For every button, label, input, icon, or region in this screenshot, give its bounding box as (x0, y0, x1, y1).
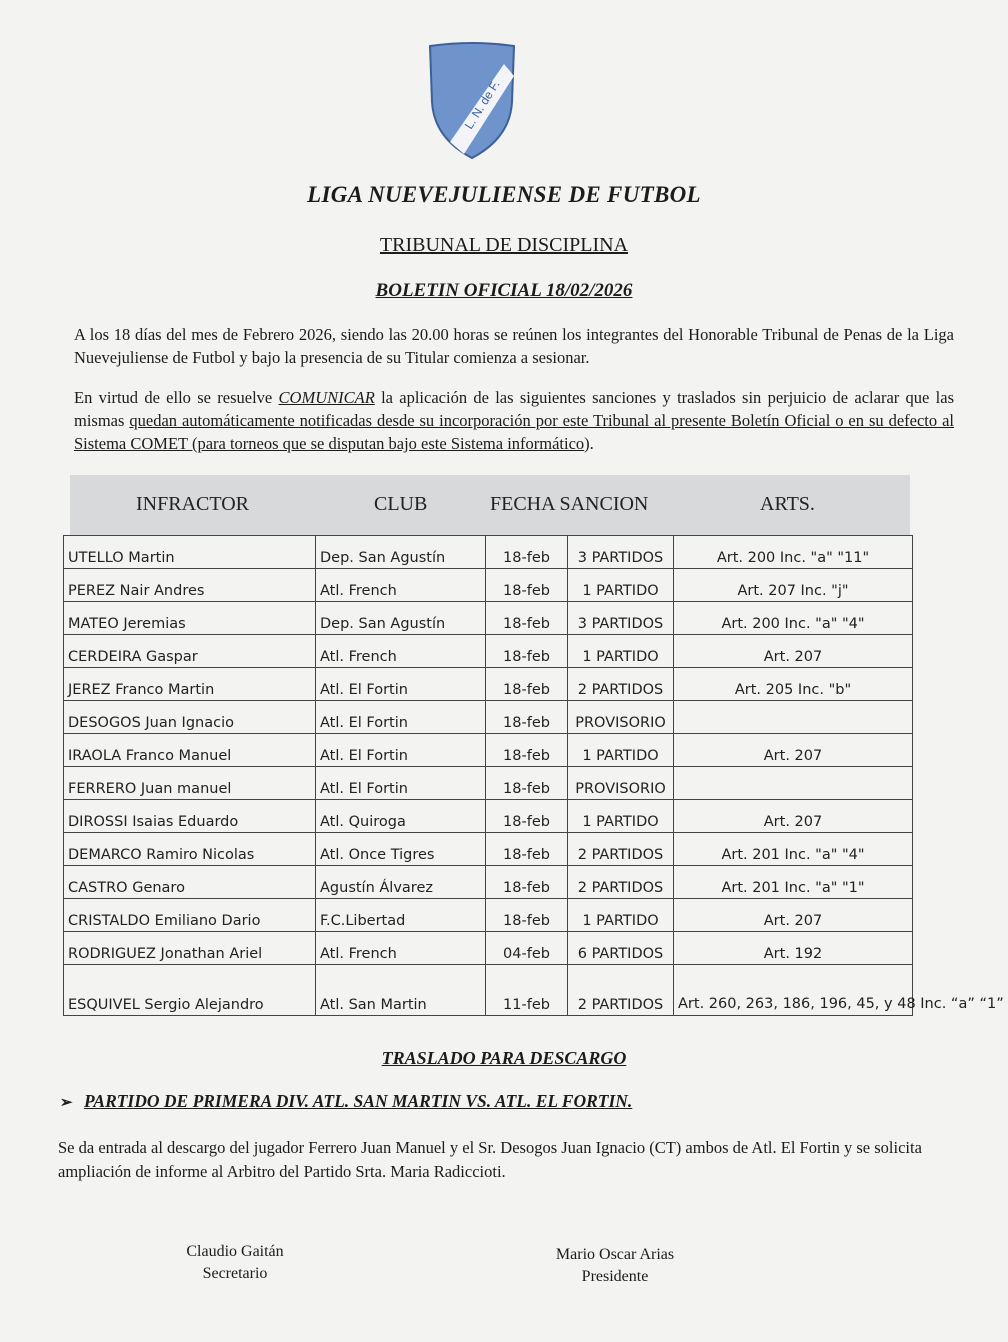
cell-arts (674, 767, 913, 800)
table-row (64, 899, 913, 932)
signature-name: Claudio Gaitán (186, 1243, 284, 1260)
table-row (64, 866, 913, 899)
cell-arts: Art. 201 Inc. "a" "1" (674, 866, 913, 899)
signature-name: Mario Oscar Arias (555, 1246, 675, 1263)
cell-club: Atl. French (316, 635, 486, 668)
cell-fecha: 18-feb (486, 734, 568, 767)
table-row (64, 602, 913, 635)
bulletin-heading: BOLETIN OFICIAL 18/02/2026 (375, 280, 633, 301)
league-title: LIGA NUEVEJULIENSE DE FUTBOL (307, 182, 701, 207)
cell-sancion: 3 PARTIDOS (568, 602, 674, 635)
cell-sancion: 3 PARTIDOS (568, 536, 674, 569)
cell-fecha: 18-feb (486, 800, 568, 833)
cell-arts: Art. 207 (674, 734, 913, 767)
table-row (64, 833, 913, 866)
cell-sancion: 1 PARTIDO (568, 800, 674, 833)
cell-club: Atl. Quiroga (316, 800, 486, 833)
tribunal-subtitle: TRIBUNAL DE DISCIPLINA (379, 234, 629, 256)
cell-arts: Art. 205 Inc. "b" (674, 668, 913, 701)
table-row (64, 668, 913, 701)
cell-sancion: PROVISORIO (568, 767, 674, 800)
signature-secretario (150, 1241, 320, 1285)
cell-club: Atl. El Fortin (316, 767, 486, 800)
match-title: PARTIDO DE PRIMERA DIV. ATL. SAN MARTIN VS. ATL. EL FORTIN. (84, 1091, 633, 1111)
cell-club: Atl. San Martin (316, 965, 486, 1016)
resolution-text-end: ). (584, 434, 594, 453)
cell-fecha: 18-feb (486, 767, 568, 800)
table-row (64, 767, 913, 800)
cell-fecha: 18-feb (486, 635, 568, 668)
cell-infractor: FERRERO Juan manuel (64, 767, 316, 800)
match-bullet (60, 1091, 632, 1112)
cell-sancion: 6 PARTIDOS (568, 932, 674, 965)
cell-arts: Art. 207 (674, 800, 913, 833)
league-shield-logo (424, 42, 520, 160)
header-infractor: INFRACTOR (136, 493, 249, 515)
table-row (64, 734, 913, 767)
cell-club: Atl. French (316, 932, 486, 965)
intro-paragraph: A los 18 días del mes de Febrero 2026, siendo las 20.00 horas se reúnen los integrantes del Honorable Tribunal de Penas de la Liga Nuevejuliense de Futbol y bajo la presencia de su Titular comienza a sesionar. (74, 325, 954, 367)
header-fecha-sancion: FECHA SANCION (490, 493, 649, 515)
resolution-text-2: la aplicación de las siguientes sanciones y traslados sin perjuicio de aclarar que las mismas (74, 388, 954, 430)
traslado-paragraph: Se da entrada al descargo del jugador Ferrero Juan Manuel y el Sr. Desogos Juan Ignacio (CT) ambos de Atl. El Fortin y se solicita ampliación de informe al Arbitro del Partido Srta. Maria Radiccioti. (58, 1138, 922, 1181)
cell-arts: Art. 260, 263, 186, 196, 45, y 48 Inc. “a” “1” (674, 965, 913, 1016)
signature-presidente (525, 1244, 705, 1288)
table-row (64, 635, 913, 668)
cell-fecha: 11-feb (486, 965, 568, 1016)
cell-fecha: 18-feb (486, 833, 568, 866)
cell-infractor: DESOGOS Juan Ignacio (64, 701, 316, 734)
cell-arts: Art. 207 (674, 899, 913, 932)
cell-infractor: PEREZ Nair Andres (64, 569, 316, 602)
table-header (70, 475, 910, 535)
comunicar-word: COMUNICAR (278, 388, 375, 407)
cell-sancion: 2 PARTIDOS (568, 866, 674, 899)
table-row (64, 932, 913, 965)
arrow-bullet-icon: ➢ (60, 1095, 73, 1111)
table-row (64, 536, 913, 569)
cell-fecha: 18-feb (486, 899, 568, 932)
table-row (64, 569, 913, 602)
table-row (64, 800, 913, 833)
cell-club: Atl. Once Tigres (316, 833, 486, 866)
cell-club: Atl. French (316, 569, 486, 602)
cell-arts (674, 701, 913, 734)
header-club: CLUB (374, 493, 428, 515)
cell-infractor: DEMARCO Ramiro Nicolas (64, 833, 316, 866)
notification-underlined-text: quedan automáticamente notificadas desde su incorporación por este Tribunal al presente Boletín Oficial o en su defecto al Sistema COMET (para torneos que se disputan bajo este Sistema informático (74, 411, 954, 453)
cell-fecha: 18-feb (486, 602, 568, 635)
table-row (64, 965, 913, 1016)
cell-club: Dep. San Agustín (316, 536, 486, 569)
cell-sancion: PROVISORIO (568, 701, 674, 734)
cell-infractor: CRISTALDO Emiliano Dario (64, 899, 316, 932)
cell-sancion: 1 PARTIDO (568, 635, 674, 668)
cell-infractor: CASTRO Genaro (64, 866, 316, 899)
cell-fecha: 18-feb (486, 536, 568, 569)
cell-sancion: 2 PARTIDOS (568, 965, 674, 1016)
cell-arts: Art. 201 Inc. "a" "4" (674, 833, 913, 866)
cell-infractor: DIROSSI Isaias Eduardo (64, 800, 316, 833)
cell-infractor: JEREZ Franco Martin (64, 668, 316, 701)
cell-club: Atl. El Fortin (316, 734, 486, 767)
cell-infractor: CERDEIRA Gaspar (64, 635, 316, 668)
cell-sancion: 2 PARTIDOS (568, 668, 674, 701)
header-arts: ARTS. (760, 493, 815, 515)
cell-arts: Art. 192 (674, 932, 913, 965)
sanctions-table (63, 535, 1004, 1016)
cell-sancion: 1 PARTIDO (568, 899, 674, 932)
cell-sancion: 2 PARTIDOS (568, 833, 674, 866)
cell-fecha: 18-feb (486, 866, 568, 899)
cell-infractor: IRAOLA Franco Manuel (64, 734, 316, 767)
resolution-text-1: En virtud de ello se resuelve (74, 388, 279, 407)
cell-club: Dep. San Agustín (316, 602, 486, 635)
cell-infractor: MATEO Jeremias (64, 602, 316, 635)
cell-sancion: 1 PARTIDO (568, 569, 674, 602)
cell-infractor: RODRIGUEZ Jonathan Ariel (64, 932, 316, 965)
logo-text: L. N. de F. (461, 77, 503, 132)
cell-club: Agustín Álvarez (316, 866, 486, 899)
cell-fecha: 18-feb (486, 668, 568, 701)
cell-arts: Art. 207 (674, 635, 913, 668)
cell-infractor: ESQUIVEL Sergio Alejandro (64, 965, 316, 1016)
cell-fecha: 18-feb (486, 569, 568, 602)
cell-fecha: 04-feb (486, 932, 568, 965)
signature-role: Secretario (202, 1265, 268, 1282)
cell-arts: Art. 200 Inc. "a" "11" (674, 536, 913, 569)
cell-fecha: 18-feb (486, 701, 568, 734)
cell-arts: Art. 207 Inc. "j" (674, 569, 913, 602)
table-row (64, 701, 913, 734)
cell-club: Atl. El Fortin (316, 701, 486, 734)
traslado-heading: TRASLADO PARA DESCARGO (381, 1048, 627, 1068)
cell-arts: Art. 200 Inc. "a" "4" (674, 602, 913, 635)
cell-club: F.C.Libertad (316, 899, 486, 932)
cell-club: Atl. El Fortin (316, 668, 486, 701)
resolution-paragraph (74, 386, 954, 455)
signature-role: Presidente (581, 1268, 649, 1285)
cell-sancion: 1 PARTIDO (568, 734, 674, 767)
cell-infractor: UTELLO Martin (64, 536, 316, 569)
